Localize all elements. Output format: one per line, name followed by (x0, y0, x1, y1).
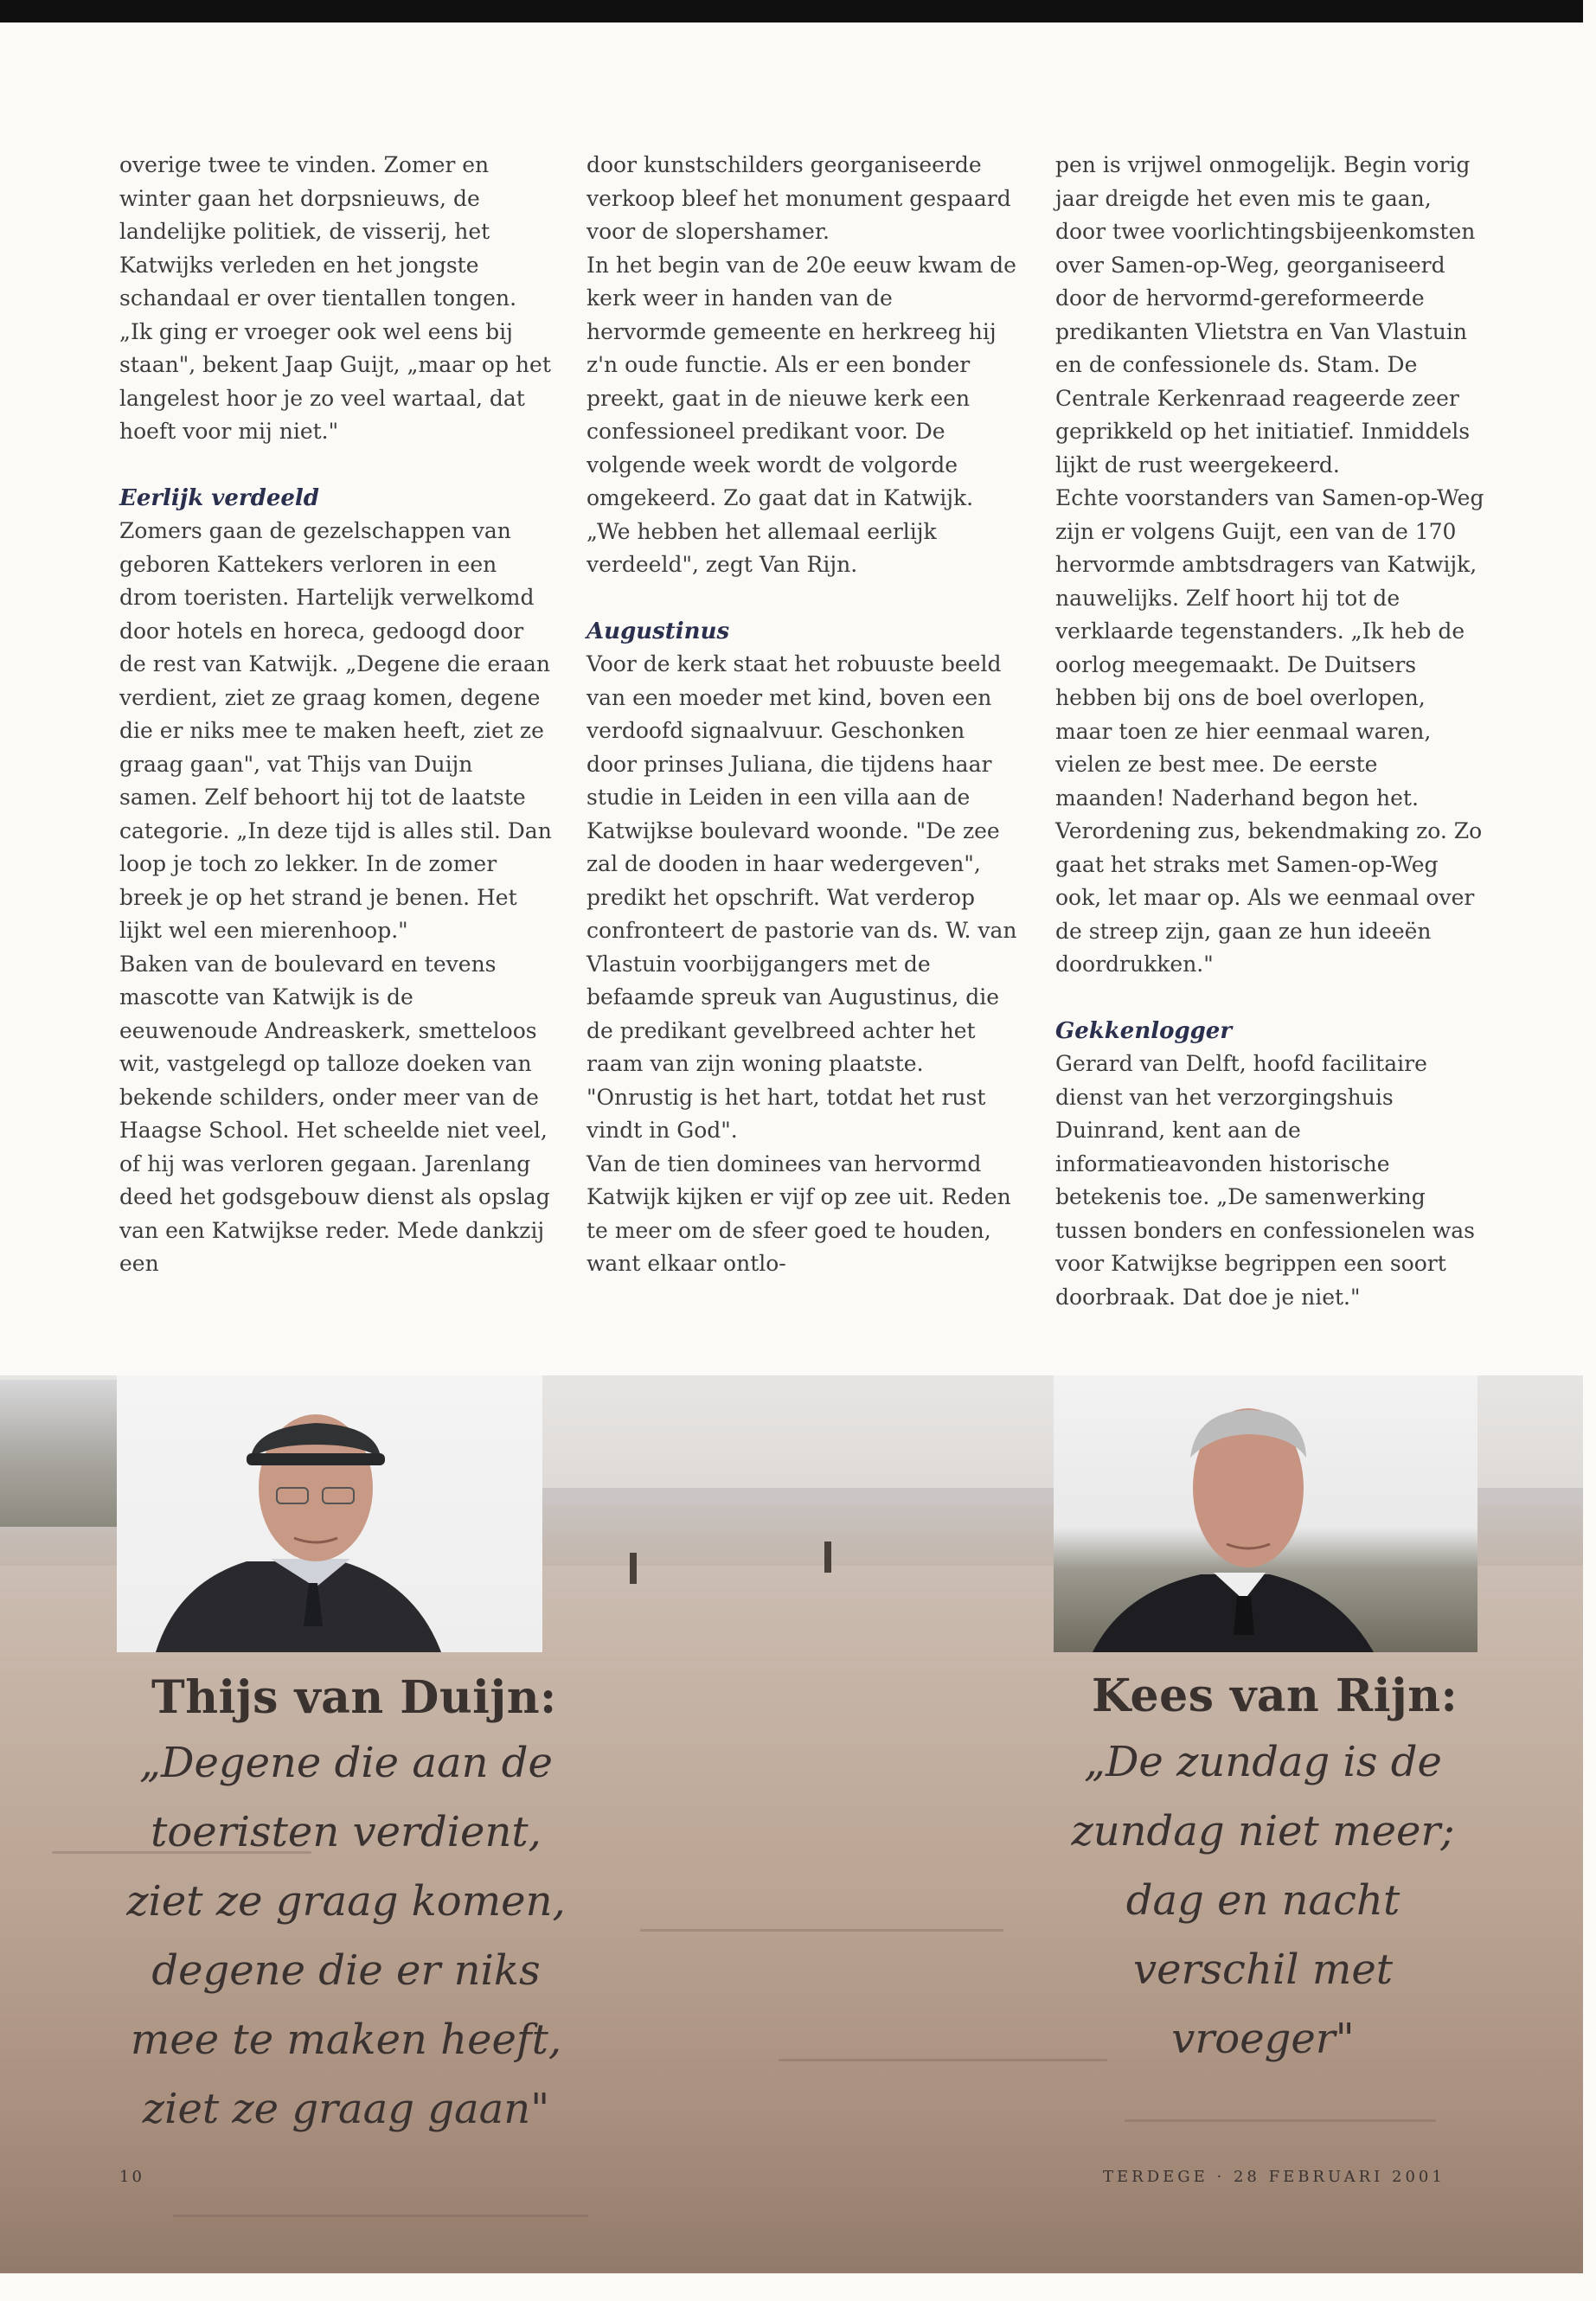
dune-image (0, 1380, 117, 1527)
quote-line: „De zundag is de (1084, 1738, 1442, 1786)
col1-paragraph-3: Baken van de boulevard en tevens mascotte van Katwijk is de eeuwenoude Andreaskerk, smetteloos wit, vastgelegd op talloze doeken van bekende schilders, onder meer van de Haagse School. Het scheelde niet veel, of hij was verloren gegaan. Jarenlang deed het godsgebouw dienst als opslag van een Katwijkse reder. Mede dankzij een (119, 951, 550, 1276)
beach-post (824, 1541, 831, 1573)
col1-subheading: Eerlijk verdeeld (119, 484, 319, 511)
beach-post (630, 1553, 637, 1584)
col2-paragraph-3: Voor de kerk staat het robuuste beeld van een moeder met kind, boven een verdoofd signaalvuur. Geschonken door prinses Juliana, die tijdens haar studie in Leiden in een villa aan de Katwijkse boulevard woonde. "De zee zal de dooden in haar wedergeven", predikt het opschrift. Wat verderop confronteert de pastorie van ds. W. van Vlastuin voorbijgangers met de befaamde spreuk van Augustinus, die de predikant gevelbreed achter het raam van zijn woning plaatste. "Onrustig is het hart, totdat het rust vindt in God". (586, 651, 1017, 1143)
quote-line: „Degene die aan de (139, 1739, 553, 1787)
pull-quote-left (104, 1728, 588, 2144)
col2-paragraph-2: In het begin van de 20e eeuw kwam de kerk weer in handen van de hervormde gemeente en herkreeg hij z'n oude functie. Als er een bonder preekt, gaat in de nieuwe kerk een confessioneel predikant voor. De volgende week wordt de volgorde omgekeerd. Zo gaat dat in Katwijk. „We hebben het allemaal eerlijk verdeeld", zegt Van Rijn. (586, 252, 1016, 577)
top-gap (0, 22, 1596, 25)
article-column-1 (119, 149, 552, 1281)
col1-paragraph-1: overige twee te vinden. Zomer en winter gaan het dorpsnieuws, de landelijke politiek, de visserij, het Katwijks verleden en het jongste schandaal er over tientallen tongen. „Ik ging er vroeger ook wel eens bij staan", bekent Jaap Guijt, „maar op het langelest hoor je zo veel wartaal, dat hoeft voor mij niet." (119, 152, 551, 444)
quote-line: zundag niet meer; (1071, 1807, 1455, 1856)
pull-quote-right (1038, 1727, 1488, 2073)
col3-paragraph-3: Gerard van Delft, hoofd facilitaire dienst van het verzorgingshuis Duinrand, kent aan de informatieavonden historische betekenis toe. „De samenwerking tussen bonders en confessionelen was voor Katwijkse begrippen een soort doorbraak. Dat doe je niet." (1055, 1051, 1475, 1310)
col3-paragraph-1: pen is vrijwel onmogelijk. Begin vorig jaar dreigde het even mis te gaan, door twee voorlichtingsbijeenkomsten over Samen-op-Weg, georganiseerd door de hervormd-gereformeerde predikanten Vlietstra en Van Vlastuin en de confessionele ds. Stam. De Centrale Kerkenraad reageerde zeer geprikkeld op het initiatief. Inmiddels lijkt de rust weergekeerd. (1055, 152, 1476, 478)
right-margin (1583, 0, 1596, 2301)
quote-line: ziet ze graag gaan" (142, 2085, 550, 2133)
top-rule (0, 0, 1596, 22)
quote-line: dag en nacht (1125, 1876, 1401, 1925)
col3-subheading: Gekkenlogger (1055, 1017, 1233, 1044)
quote-line: mee te maken heeft, (130, 2016, 562, 2064)
portrait-kees-van-rijn (1054, 1375, 1477, 1652)
quote-line: verschil met (1132, 1945, 1394, 1994)
quote-line: degene die er niks (151, 1946, 541, 1995)
col3-paragraph-2: Echte voorstanders van Samen-op-Weg zijn er volgens Guijt, een van de 170 hervormde ambtsdragers van Katwijk, nauwelijks. Zelf hoort hij tot de verklaarde tegenstanders. „Ik heb de oorlog meegemaakt. De Duitsers hebben bij ons de boel overlopen, maar toen ze hier eenmaal waren, vielen ze best mee. De eerste maanden! Naderhand begon het. Verordening zus, bekendmaking zo. Zo gaat het straks met Samen-op-Weg ook, let maar op. Als we eenmaal over de streep zijn, gaan ze hun ideeën doordrukken." (1055, 485, 1484, 977)
quote-line: toeristen verdient, (151, 1808, 542, 1856)
quote-line: vroeger" (1171, 2015, 1355, 2063)
sand-texture (1125, 2119, 1436, 2122)
article-column-2 (586, 149, 1019, 1281)
col1-paragraph-2: Zomers gaan de gezelschappen van geboren Kattekers verloren in een drom toeristen. Hartelijk verwelkomd door hotels en horeca, gedoogd door de rest van Katwijk. „Degene die eraan verdient, ziet ze graag komen, degene die er niks mee te maken heeft, ziet ze graag gaan", vat Thijs van Duijn samen. Zelf behoort hij tot de laatste categorie. „In deze tijd is alles stil. Dan loop je toch zo lekker. In de zomer breek je op het strand je benen. Het lijkt wel een mierenhoop." (119, 518, 552, 943)
sand-texture (640, 1929, 1003, 1932)
portrait-illustration (1054, 1375, 1477, 1652)
portrait-illustration (117, 1375, 542, 1652)
col2-paragraph-4: Van de tien dominees van hervormd Katwijk kijken er vijf op zee uit. Reden te meer om de sfeer goed te houden, want elkaar ontlo- (586, 1150, 1011, 1276)
sand-texture (173, 2214, 588, 2217)
col2-subheading: Augustinus (586, 618, 730, 644)
bottom-margin (0, 2273, 1596, 2301)
publication-footer: TERDEGE · 28 FEBRUARI 2001 (1103, 2168, 1445, 2186)
quote-name-right: Kees van Rijn: (1092, 1670, 1458, 1722)
col2-paragraph-1: door kunstschilders georganiseerde verkoop bleef het monument gespaard voor de slopershamer. (586, 152, 1011, 244)
article-column-3 (1055, 149, 1488, 1314)
portrait-thijs-van-duijn (117, 1375, 542, 1652)
quote-line: ziet ze graag komen, (126, 1877, 566, 1926)
quote-name-left: Thijs van Duijn: (151, 1671, 557, 1724)
page-number: 10 (119, 2168, 144, 2186)
